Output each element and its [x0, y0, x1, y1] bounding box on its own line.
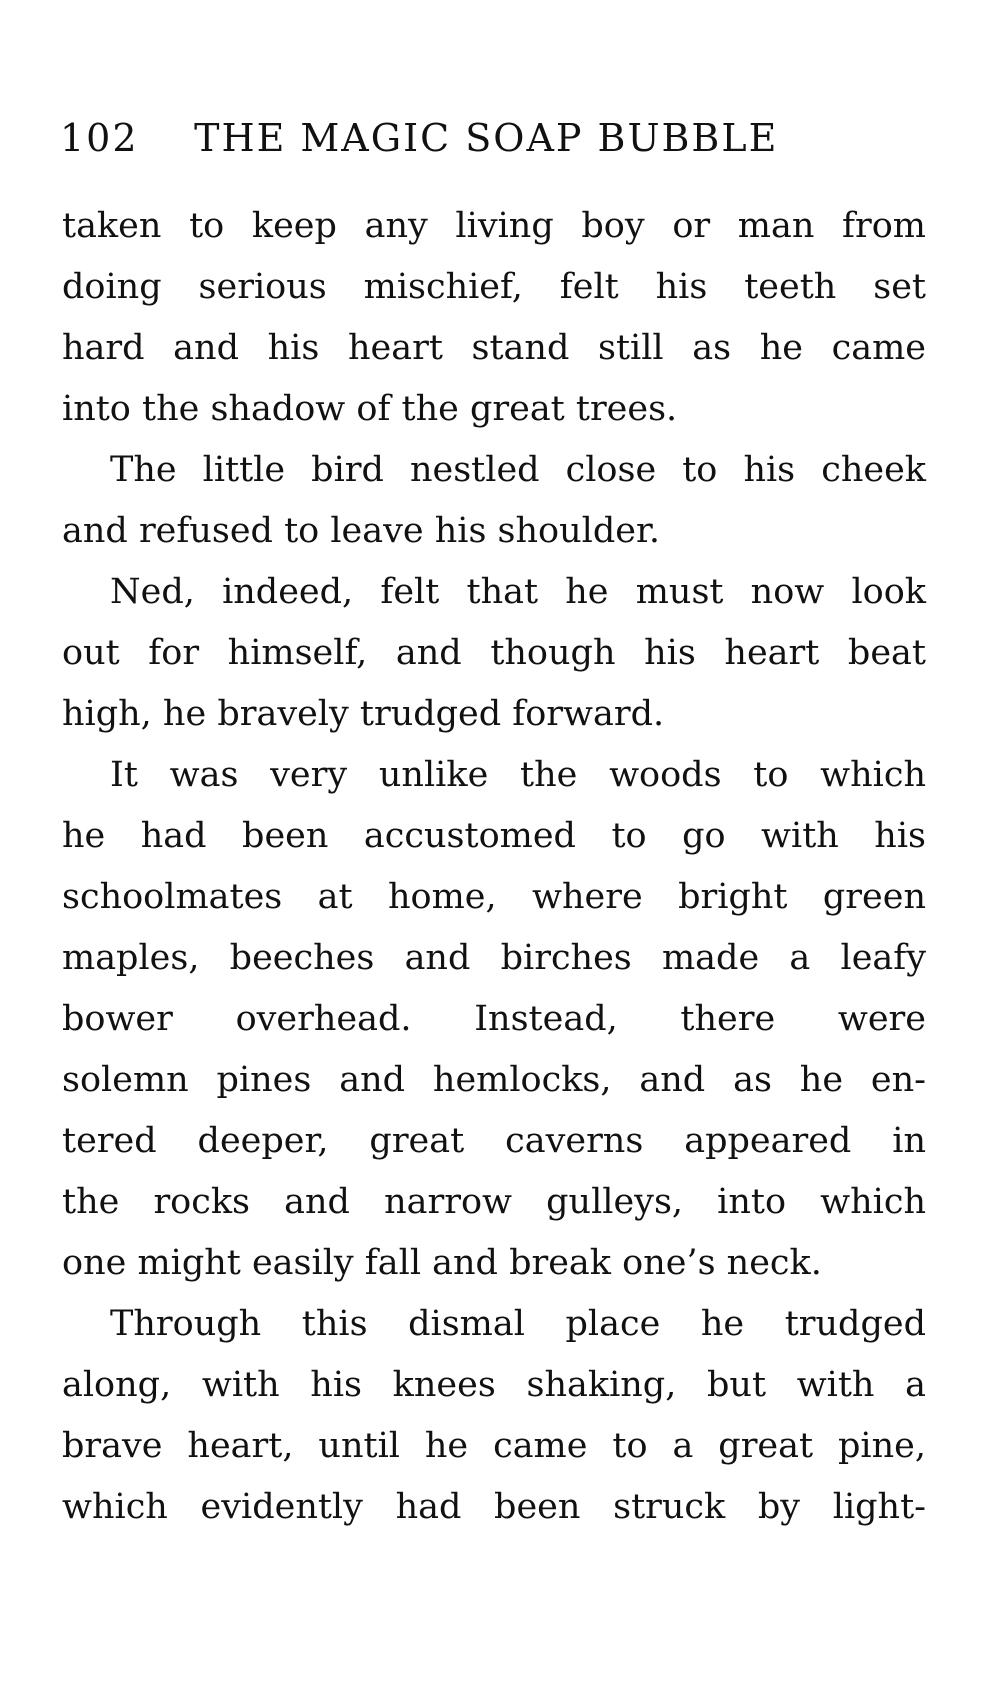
- page-number: 102: [60, 116, 139, 160]
- text-line: maples, beeches and birches made a leafy: [62, 938, 926, 978]
- text-line: brave heart, until he came to a great pine,: [62, 1426, 926, 1466]
- text-line: out for himself, and though his heart beat: [62, 633, 926, 673]
- text-line: high, he bravely trudged forward.: [62, 694, 665, 734]
- running-title: THE MAGIC SOAP BUBBLE: [194, 116, 779, 160]
- text-line: bower overhead. Instead, there were: [62, 999, 926, 1039]
- text-line: into the shadow of the great trees.: [62, 389, 678, 429]
- text-line: which evidently had been struck by light-: [62, 1487, 926, 1527]
- text-line: tered deeper, great caverns appeared in: [62, 1121, 926, 1161]
- text-line: Through this dismal place he trudged: [110, 1304, 926, 1344]
- text-line: It was very unlike the woods to which: [110, 755, 926, 795]
- text-line: doing serious mischief, felt his teeth set: [62, 267, 926, 307]
- text-line: The little bird nestled close to his cheek: [110, 450, 926, 490]
- text-line: solemn pines and hemlocks, and as he en-: [62, 1060, 926, 1100]
- page-header: [60, 108, 940, 168]
- text-line: one might easily fall and break one’s neck.: [62, 1243, 822, 1283]
- text-line: Ned, indeed, felt that he must now look: [110, 572, 926, 612]
- text-line: and refused to leave his shoulder.: [62, 511, 660, 551]
- text-line: along, with his knees shaking, but with a: [62, 1365, 926, 1405]
- text-line: hard and his heart stand still as he came: [62, 328, 926, 368]
- text-line: schoolmates at home, where bright green: [62, 877, 926, 917]
- text-line: the rocks and narrow gulleys, into which: [62, 1182, 926, 1222]
- text-line: he had been accustomed to go with his: [62, 816, 926, 856]
- text-line: taken to keep any living boy or man from: [62, 206, 926, 246]
- body-text: [62, 196, 926, 1538]
